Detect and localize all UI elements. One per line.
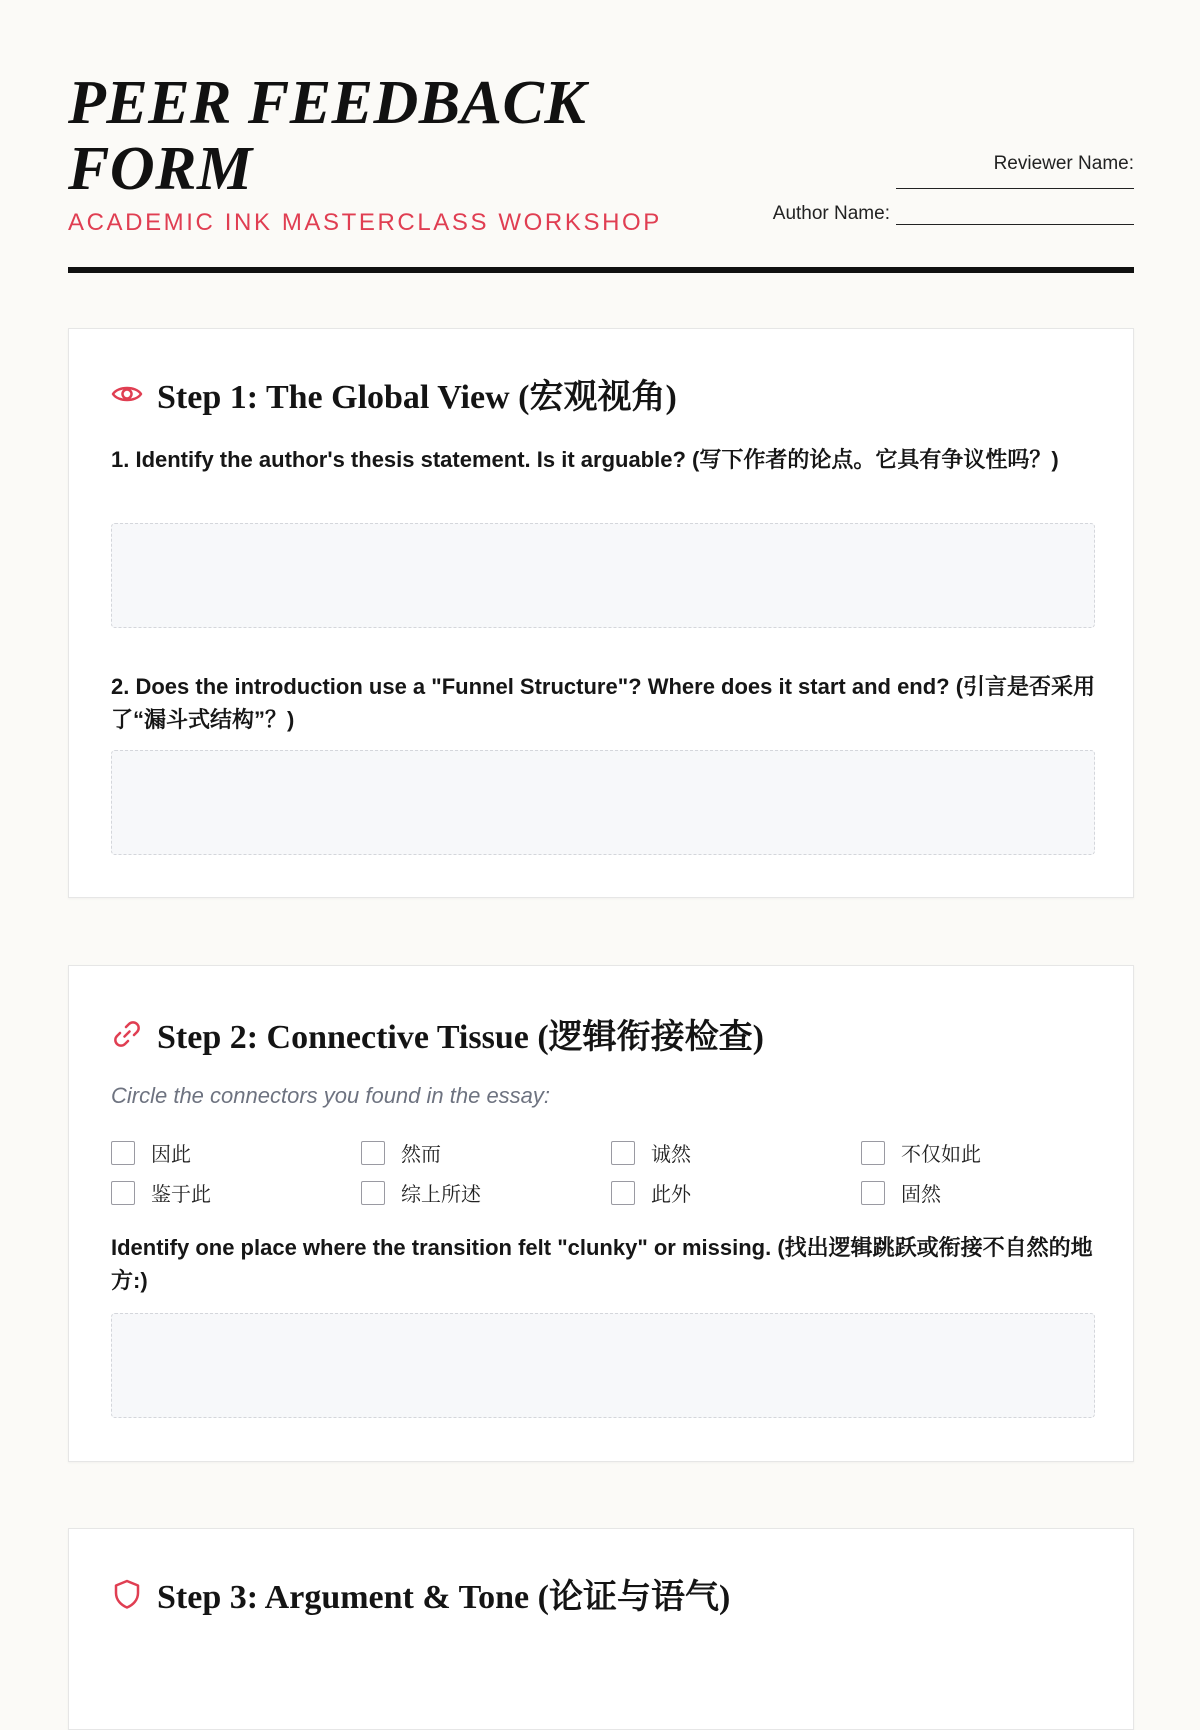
answer-field-1[interactable] — [111, 523, 1095, 628]
eye-icon — [111, 378, 143, 410]
name-fields — [754, 152, 1134, 225]
connector-option[interactable]: 诚然 — [611, 1138, 691, 1167]
checkbox[interactable] — [611, 1141, 635, 1165]
step-1-title: Step 1: The Global View (宏观视角) — [157, 379, 677, 416]
connectors-hint: Circle the connectors you found in the essay: — [111, 1083, 551, 1108]
connector-option[interactable]: 固然 — [861, 1178, 941, 1207]
checkbox[interactable] — [611, 1181, 635, 1205]
step-1-card — [68, 328, 1134, 898]
reviewer-name-label: Reviewer Name: — [993, 153, 1134, 174]
checkbox[interactable] — [361, 1181, 385, 1205]
shield-icon — [111, 1578, 143, 1610]
header-divider — [68, 267, 1134, 273]
reviewer-name-line[interactable] — [896, 176, 1134, 189]
workshop-subtitle: ACADEMIC INK MASTERCLASS WORKSHOP — [68, 209, 662, 236]
connector-option[interactable]: 鉴于此 — [111, 1178, 211, 1207]
answer-field-2[interactable] — [111, 750, 1095, 855]
step-2-card — [68, 965, 1134, 1462]
author-name-label: Author Name: — [772, 203, 890, 224]
connector-option[interactable]: 因此 — [111, 1138, 191, 1167]
connector-option[interactable]: 然而 — [361, 1138, 441, 1167]
checkbox[interactable] — [111, 1141, 135, 1165]
step-2-title: Step 2: Connective Tissue (逻辑衔接检查) — [157, 1019, 764, 1056]
transition-question: Identify one place where the transition felt "clunky" or missing. (找出逻辑跳跃或衔接不自然的地方:) — [111, 1235, 1093, 1293]
step-3-card — [68, 1528, 1134, 1730]
header — [68, 0, 1134, 276]
form-title: PEER FEEDBACK FORM — [68, 69, 587, 203]
step-3-title: Step 3: Argument & Tone (论证与语气) — [157, 1579, 731, 1616]
link-icon — [111, 1018, 143, 1050]
connector-option[interactable]: 综上所述 — [361, 1178, 481, 1207]
answer-field-3[interactable] — [111, 1313, 1095, 1418]
checkbox[interactable] — [361, 1141, 385, 1165]
connector-option[interactable]: 此外 — [611, 1178, 691, 1207]
author-name-line[interactable] — [896, 210, 1134, 225]
question-1: 1. Identify the author's thesis statement. Is it arguable? (写下作者的论点。它具有争议性吗？) — [111, 447, 1059, 472]
checkbox[interactable] — [861, 1181, 885, 1205]
question-2: 2. Does the introduction use a "Funnel Structure"? Where does it start and end? (引言是否采用了“漏斗式结构”？) — [111, 674, 1096, 732]
checkbox[interactable] — [111, 1181, 135, 1205]
connector-checklist — [111, 1138, 1111, 1208]
connector-option[interactable]: 不仅如此 — [861, 1138, 981, 1167]
checkbox[interactable] — [861, 1141, 885, 1165]
